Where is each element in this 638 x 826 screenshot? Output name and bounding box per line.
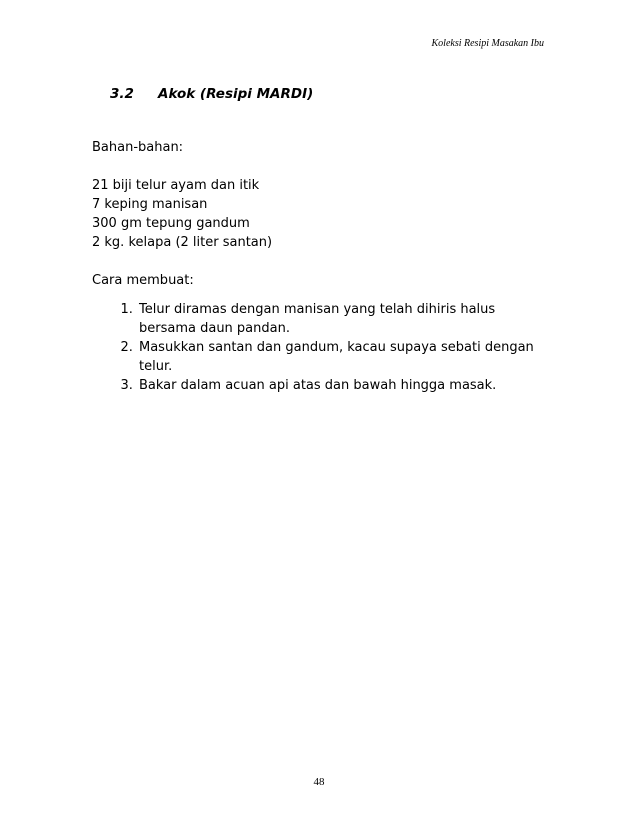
running-header: Koleksi Resipi Masakan Ibu <box>431 38 544 49</box>
recipe-body <box>92 138 552 395</box>
page-number: 48 <box>313 776 325 788</box>
method-steps <box>92 300 552 395</box>
ingredient-item: 300 gm tepung gandum <box>92 216 250 231</box>
ingredient-item: 2 kg. kelapa (2 liter santan) <box>92 235 273 250</box>
spacer <box>92 157 552 176</box>
ingredients-list <box>92 176 552 252</box>
section-number: 3.2 <box>110 86 134 102</box>
method-step: 3. Bakar dalam acuan api atas dan bawah hingga masak. <box>137 376 552 395</box>
ingredients-heading: Bahan-bahan: <box>92 140 184 155</box>
section-heading <box>110 86 313 102</box>
method-heading: Cara membuat: <box>92 273 194 288</box>
ingredient-item: 21 biji telur ayam dan itik <box>92 178 260 193</box>
ingredient-item: 7 keping manisan <box>92 197 208 212</box>
method-step: 2. Masukkan santan dan gandum, kacau supaya sebati dengan telur. <box>137 338 552 376</box>
spacer <box>92 252 552 271</box>
section-title: Akok (Resipi MARDI) <box>158 86 314 102</box>
method-step: 1. Telur diramas dengan manisan yang telah dihiris halus bersama daun pandan. <box>137 300 552 338</box>
